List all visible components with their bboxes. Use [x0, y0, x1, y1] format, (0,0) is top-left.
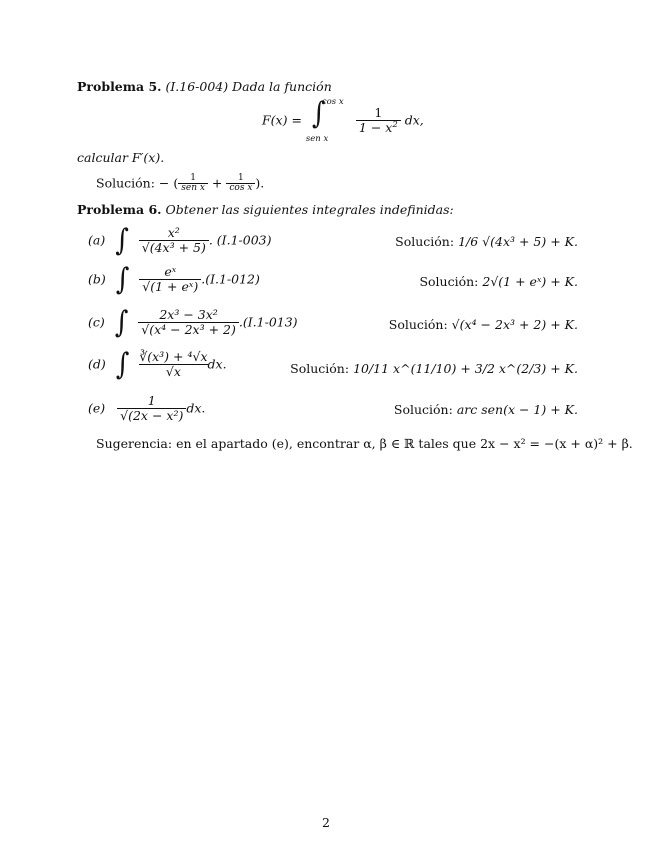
item-fraction: [139, 350, 207, 380]
fraction-denominator: $1 - x^2$: [356, 120, 401, 136]
lower-limit: sen x: [305, 134, 329, 144]
hint-text: Sugerencia: en el apartado (e), encontrar α, β ∈ ℝ tales que 2x − x² = −(x + α)² + β.: [96, 436, 633, 451]
item-numerator: ∛(x³) + ⁴√x: [139, 349, 208, 364]
problem-6-title: Problema 6.: [77, 202, 162, 217]
item-denominator: √(4x³ + 5): [139, 240, 209, 255]
item-solution: Solución: 10/11 x^(11/10) + 3/2 x^(2/3) + K.: [290, 361, 578, 376]
problem-5-title: Problema 5.: [77, 79, 162, 94]
item-label: (c): [88, 314, 105, 330]
item-fraction: [139, 226, 209, 256]
list-item: (b) ∫ $\frac{\text{eˣ}}{\text{√(1 + eˣ)}}$ .(I.1-012): [88, 262, 260, 298]
item-solution: Solución: 2√(1 + eˣ) + K.: [419, 274, 578, 289]
item-denominator: √(1 + eˣ): [139, 279, 201, 294]
item-tail: dx.: [207, 356, 227, 372]
item-solution: Solución: 1/6 √(4x³ + 5) + K.: [395, 234, 578, 249]
item-numerator: 1: [147, 393, 156, 408]
formula-tail: dx,: [404, 112, 424, 128]
problem-5-solution: Solución: − ( $\frac{1}{\text{sen x}}$ + $\frac{1}{\text{cos x}}$ ).: [96, 173, 265, 194]
problem-6-intro: Obtener las siguientes integrales indefinidas:: [165, 202, 454, 217]
item-fraction: [117, 394, 186, 424]
problem-6-heading: [77, 202, 454, 217]
problem-5-ask: calcular F′(x).: [77, 150, 165, 165]
item-tail: .(I.1-013): [238, 314, 298, 330]
item-tail: dx.: [186, 400, 206, 416]
item-denominator: √x: [139, 364, 207, 379]
item-denominator: √(x⁴ − 2x³ + 2): [138, 322, 239, 337]
item-tail: . (I.1-003): [208, 232, 272, 248]
upper-limit: cos x: [321, 97, 344, 107]
item-numerator: 2x³ − 3x²: [159, 307, 218, 322]
integral-sign: ∫ cos x sen x: [305, 96, 344, 144]
item-numerator: eˣ: [164, 264, 177, 279]
formula-lhs: F(x) =: [262, 112, 306, 128]
item-numerator: x²: [167, 225, 180, 240]
list-item: (d) ∫ $\frac{\text{∛(x³) + ⁴√x}}{√x}$ dx.: [88, 347, 227, 383]
problem-5-statement: (I.16-004) Dada la función: [165, 79, 332, 94]
item-label: (e): [88, 400, 106, 416]
list-item: (c) ∫ $\frac{\text{2x³ − 3x²}}{\text{√(x⁴ − 2x³ + 2)}}$ .(I.1-013): [88, 305, 298, 341]
solution-label: Solución:: [96, 175, 155, 191]
item-label: (b): [88, 271, 106, 287]
item-fraction: [139, 265, 201, 295]
item-label: (d): [88, 356, 106, 372]
item-label: (a): [88, 232, 106, 248]
item-solution: Solución: √(x⁴ − 2x³ + 2) + K.: [388, 317, 578, 332]
problem-5-formula: [262, 96, 424, 144]
list-item: (a) ∫ $\frac{\text{x²}}{\text{√(4x³ + 5)}}$ . (I.1-003): [88, 223, 272, 259]
item-solution: Solución: arc sen(x − 1) + K.: [393, 402, 578, 417]
list-item: [88, 394, 205, 424]
formula-fraction: [356, 106, 401, 136]
problem-5-heading: [77, 79, 332, 94]
item-fraction: [138, 308, 239, 338]
page-number: 2: [322, 815, 330, 830]
fraction-numerator: 1: [374, 105, 383, 121]
item-denominator: √(2x − x²): [117, 408, 186, 423]
item-tail: .(I.1-012): [201, 271, 260, 287]
